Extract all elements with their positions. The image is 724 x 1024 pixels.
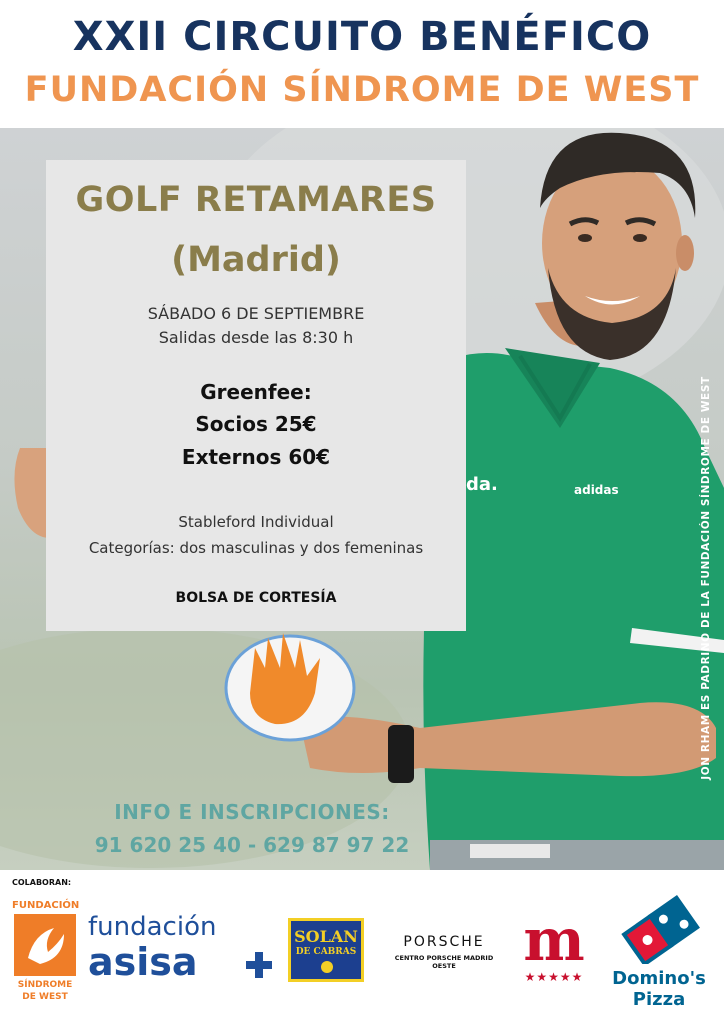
dominos-logo: Domino's Pizza	[604, 892, 714, 1012]
categories: Categorías: dos masculinas y dos femeninas	[88, 539, 424, 557]
venue-city: (Madrid)	[171, 240, 341, 280]
greenfee-external: Externos 60€	[181, 445, 331, 469]
foundation-title: FUNDACIÓN SÍNDROME DE WEST	[24, 70, 700, 110]
mahou-logo: m ★★★★★	[514, 910, 594, 990]
shirt-sponsor-logo: da.	[466, 474, 498, 495]
event-details-card	[46, 160, 466, 631]
event-date: SÁBADO 6 DE SEPTIEMBRE	[147, 304, 365, 323]
fundacion-west-logo: FUNDACIÓN SÍNDROME DE WEST	[12, 900, 80, 1002]
porsche-logo: PORSCHE CENTRO PORSCHE MADRID OESTE	[394, 934, 494, 970]
fundacion-asisa-logo: fundación asisa	[88, 912, 278, 982]
courtesy-bag: BOLSA DE CORTESÍA	[175, 590, 337, 606]
shirt-brand-logo: adidas	[574, 483, 619, 497]
sponsors-label: COLABORAN:	[12, 878, 72, 887]
side-caption-text: JON RHAM ES PADRINO DE LA FUNDACIÓN SÍNDROME DE WEST	[700, 376, 712, 780]
solan-emblem-icon	[321, 961, 333, 973]
sponsors-footer	[0, 870, 724, 1024]
plus-icon	[246, 952, 272, 978]
phone-numbers: 91 620 25 40 - 629 87 97 22	[94, 833, 410, 857]
info-label: INFO E INSCRIPCIONES:	[114, 800, 390, 824]
mahou-stars-icon: ★★★★★	[524, 970, 584, 984]
solan-de-cabras-logo: SOLAN DE CABRAS	[288, 918, 364, 982]
fundacion-west-emblem	[14, 914, 76, 976]
poster-header	[0, 0, 724, 128]
greenfee-members: Socios 25€	[195, 412, 317, 436]
domino-tile-icon	[604, 892, 714, 964]
event-title: XXII CIRCUITO BENÉFICO	[72, 14, 652, 60]
start-time: Salidas desde las 8:30 h	[158, 328, 354, 347]
greenfee-label: Greenfee:	[200, 380, 312, 404]
venue-name: GOLF RETAMARES	[75, 180, 437, 220]
game-format: Stableford Individual	[178, 513, 334, 531]
